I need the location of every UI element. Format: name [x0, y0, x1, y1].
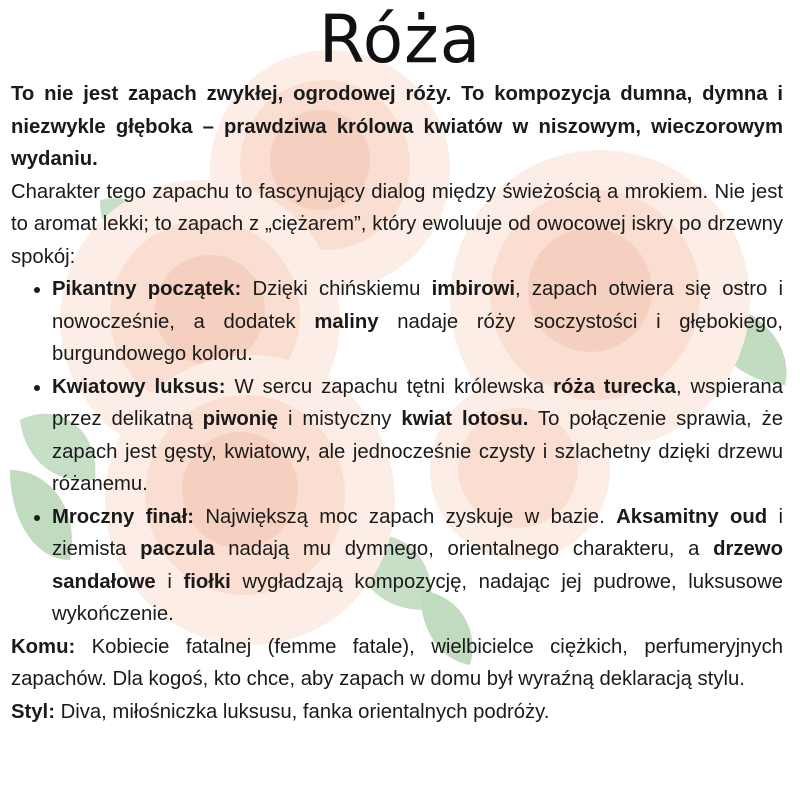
- page-title: Róża: [318, 1, 482, 78]
- note-ingredient: maliny: [314, 310, 379, 333]
- intro-paragraph: Charakter tego zapachu to fascynujący dialog między świeżością a mrokiem. Nie jest to aromat lekki; to zapach z „ciężarem”, który ewoluuje od owocowej iskry po drzewny spokój:: [11, 180, 783, 268]
- note-text: i mistyczny: [278, 408, 402, 430]
- note-text: nadają mu dymnego, orientalnego charakteru, a: [214, 538, 714, 560]
- note-ingredient: fiołki: [183, 570, 231, 593]
- note-label: Mroczny finał:: [52, 505, 195, 528]
- audience-label: Komu:: [11, 635, 76, 658]
- audience-text: Kobiecie fatalnej (femme fatale), wielbicielce ciężkich, perfumeryjnych zapachów. Dla kogoś, kto chce, aby zapach w domu był wyraźną deklaracją stylu.: [11, 635, 783, 690]
- note-ingredient: piwonię: [202, 408, 279, 430]
- note-label: Pikantny początek:: [52, 278, 242, 300]
- notes-list: [11, 273, 783, 631]
- note-text: Dzięki chińskiemu: [241, 278, 432, 300]
- description-body: [11, 78, 783, 728]
- note-text: , wspierana przez delikatną: [52, 375, 783, 430]
- note-ingredient: róża turecka: [553, 375, 676, 398]
- lead-paragraph: To nie jest zapach zwykłej, ogrodowej róży. To kompozycja dumna, dymna i niezwykle głęboka – prawdziwa królowa kwiatów w niszowym, wieczorowym wydaniu.: [11, 83, 783, 170]
- note-text: i: [155, 570, 184, 593]
- style-text: Diva, miłośniczka luksusu, fanka orientalnych podróży.: [54, 700, 550, 723]
- note-ingredient: kwiat lotosu.: [401, 408, 529, 430]
- note-ingredient: Aksamitny oud: [616, 505, 768, 528]
- note-text: nadaje róży soczystości i głębokiego, burgundowego koloru.: [52, 310, 784, 365]
- list-item: [52, 273, 783, 371]
- note-text: i ziemista: [52, 505, 783, 560]
- note-text: W sercu zapachu tętni królewska: [225, 375, 554, 398]
- audience-paragraph: [11, 631, 783, 696]
- list-item: [52, 371, 783, 501]
- note-text: wygładzają kompozycję, nadając jej pudrowe, luksusowe wykończenie.: [52, 570, 783, 625]
- style-label: Styl:: [11, 700, 55, 723]
- note-text: , zapach otwiera się ostro i nowocześnie, a dodatek: [52, 278, 783, 333]
- note-ingredient: paczula: [140, 538, 215, 560]
- style-paragraph: [11, 696, 783, 729]
- note-label: Kwiatowy luksus:: [52, 375, 226, 398]
- list-item: [52, 501, 783, 631]
- note-ingredient: drzewo sandałowe: [52, 538, 783, 593]
- note-text: Największą moc zapach zyskuje w bazie.: [194, 505, 617, 528]
- note-text: To połączenie sprawia, że zapach jest gęsty, kwiatowy, ale jednocześnie czysty i szlachetny dzięki drzewu różanemu.: [52, 408, 783, 495]
- note-ingredient: imbirowi: [431, 278, 515, 300]
